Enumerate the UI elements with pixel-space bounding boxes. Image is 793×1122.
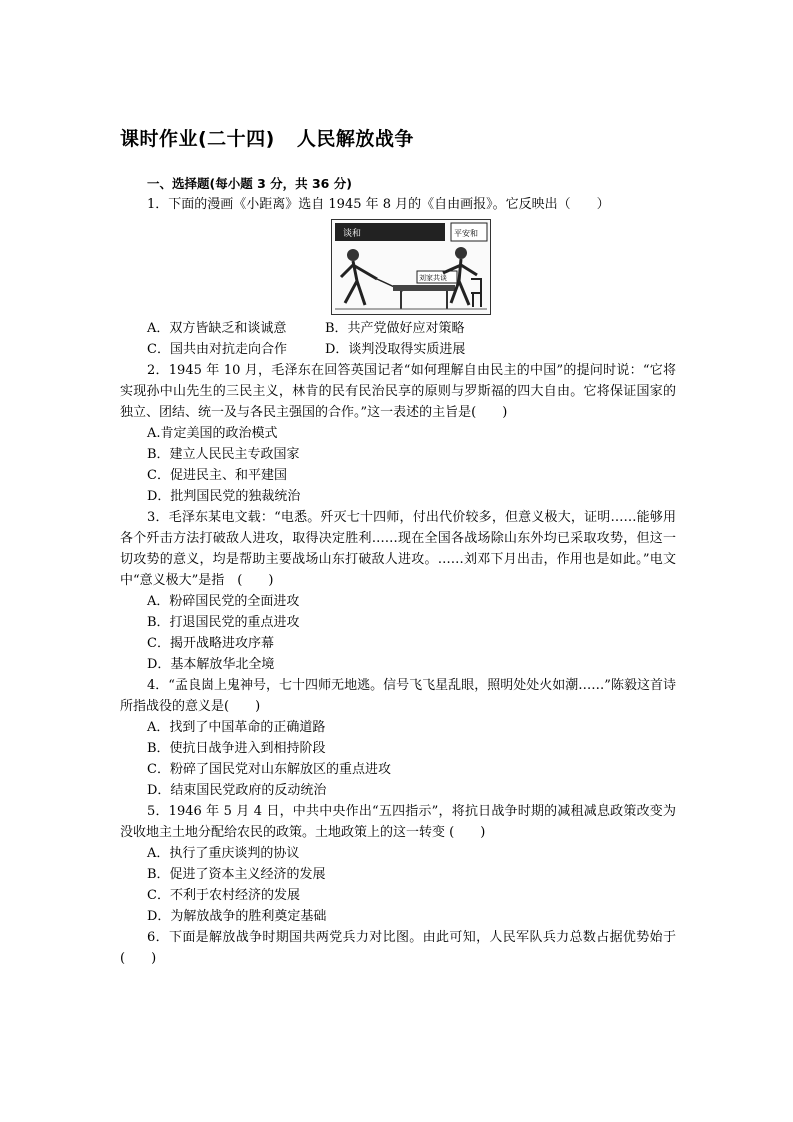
question-3-stem: 3．毛泽东某电文载：“电悉。歼灭七十四师，付出代价较多，但意义极大，证明……能够用各个歼击方法打破敌人进攻，取得决定胜利……现在全国各战场除山东外均已采取攻势，但这一切攻势的意义，均是帮助主要战场山东打破敌人进攻。……刘邓下月出击，作用也是如此。”电文中“意义极大”是指 ( ) [120, 510, 676, 588]
question-1-stem: 1．下面的漫画《小距离》选自 1945 年 8 月的《自由画报》。它反映出（ ） [147, 197, 610, 212]
question-1-options-row-1 [120, 318, 676, 339]
question-5-option-a[interactable]: A．执行了重庆谈判的协议 [147, 846, 300, 861]
cartoon-illustration [331, 219, 491, 315]
question-3-option-c[interactable]: C．揭开战略进攻序幕 [147, 636, 274, 651]
question-1-option-d[interactable]: D．谈判没取得实质进展 [325, 342, 466, 357]
question-4-stem: 4．“孟良崮上鬼神号，七十四师无地逃。信号飞飞星乱眼，照明处处火如潮……”陈毅这首诗所指战役的意义是( ) [120, 678, 676, 714]
question-2-stem: 2．1945 年 10 月，毛泽东在回答英国记者“如何理解自由民主的中国”的提问时说：“它将实现孙中山先生的三民主义，林肯的民有民治民享的原则与罗斯福的四大自由。它将保证国家的独立、团结、统一及与各民主强国的合作。”这一表述的主旨是( ) [120, 363, 676, 420]
question-4-option-d[interactable]: D．结束国民党政府的反动统治 [147, 783, 327, 798]
question-2-option-d[interactable]: D．批判国民党的独裁统治 [147, 489, 301, 504]
question-1-option-a[interactable]: A．双方皆缺乏和谈诚意 [147, 321, 287, 336]
question-1-option-c[interactable]: C．国共由对抗走向合作 [147, 342, 287, 357]
question-5-option-b[interactable]: B．促进了资本主义经济的发展 [147, 867, 326, 882]
question-6-stem: 6．下面是解放战争时期国共两党兵力对比图。由此可知，人民军队兵力总数占据优势始于 ( ) [120, 930, 676, 966]
question-4-option-a[interactable]: A．找到了中国革命的正确道路 [147, 720, 326, 735]
question-5-option-d[interactable]: D．为解放战争的胜利奠定基础 [147, 909, 327, 924]
section-heading: 一、选择题(每小题 3 分，共 36 分) [147, 176, 352, 191]
question-3-option-a[interactable]: A．粉碎国民党的全面进攻 [147, 594, 300, 609]
question-2-option-a[interactable]: A.肯定美国的政治模式 [147, 426, 278, 441]
title-right: 人民解放战争 [296, 128, 414, 150]
cartoon-label-left: 谈和 [343, 229, 362, 239]
cartoon-label-right: 平安和 [454, 229, 478, 238]
question-4-option-c[interactable]: C．粉碎了国民党对山东解放区的重点进攻 [147, 762, 391, 777]
question-4-option-b[interactable]: B．使抗日战争进入到相持阶段 [147, 741, 326, 756]
cartoon-label-table: 刘家共谈 [419, 274, 447, 282]
question-1-option-b[interactable]: B．共产党做好应对策略 [325, 321, 465, 336]
title-left: 课时作业(二十四) [120, 128, 275, 150]
question-2-option-c[interactable]: C．促进民主、和平建国 [147, 468, 287, 483]
question-5-stem: 5．1946 年 5 月 4 日，中共中央作出“五四指示”，将抗日战争时期的减租减息政策改变为没收地主土地分配给农民的政策。土地政策上的这一转变 ( ) [120, 804, 676, 840]
page-title [120, 124, 414, 151]
question-5-option-c[interactable]: C．不利于农村经济的发展 [147, 888, 300, 903]
document-body [120, 173, 676, 969]
question-2-option-b[interactable]: B．建立人民民主专政国家 [147, 447, 300, 462]
question-3-option-b[interactable]: B．打退国民党的重点进攻 [147, 615, 300, 630]
question-3-option-d[interactable]: D．基本解放华北全境 [147, 657, 275, 672]
question-1-options-row-2 [120, 339, 676, 360]
cartoon-image [331, 219, 491, 315]
